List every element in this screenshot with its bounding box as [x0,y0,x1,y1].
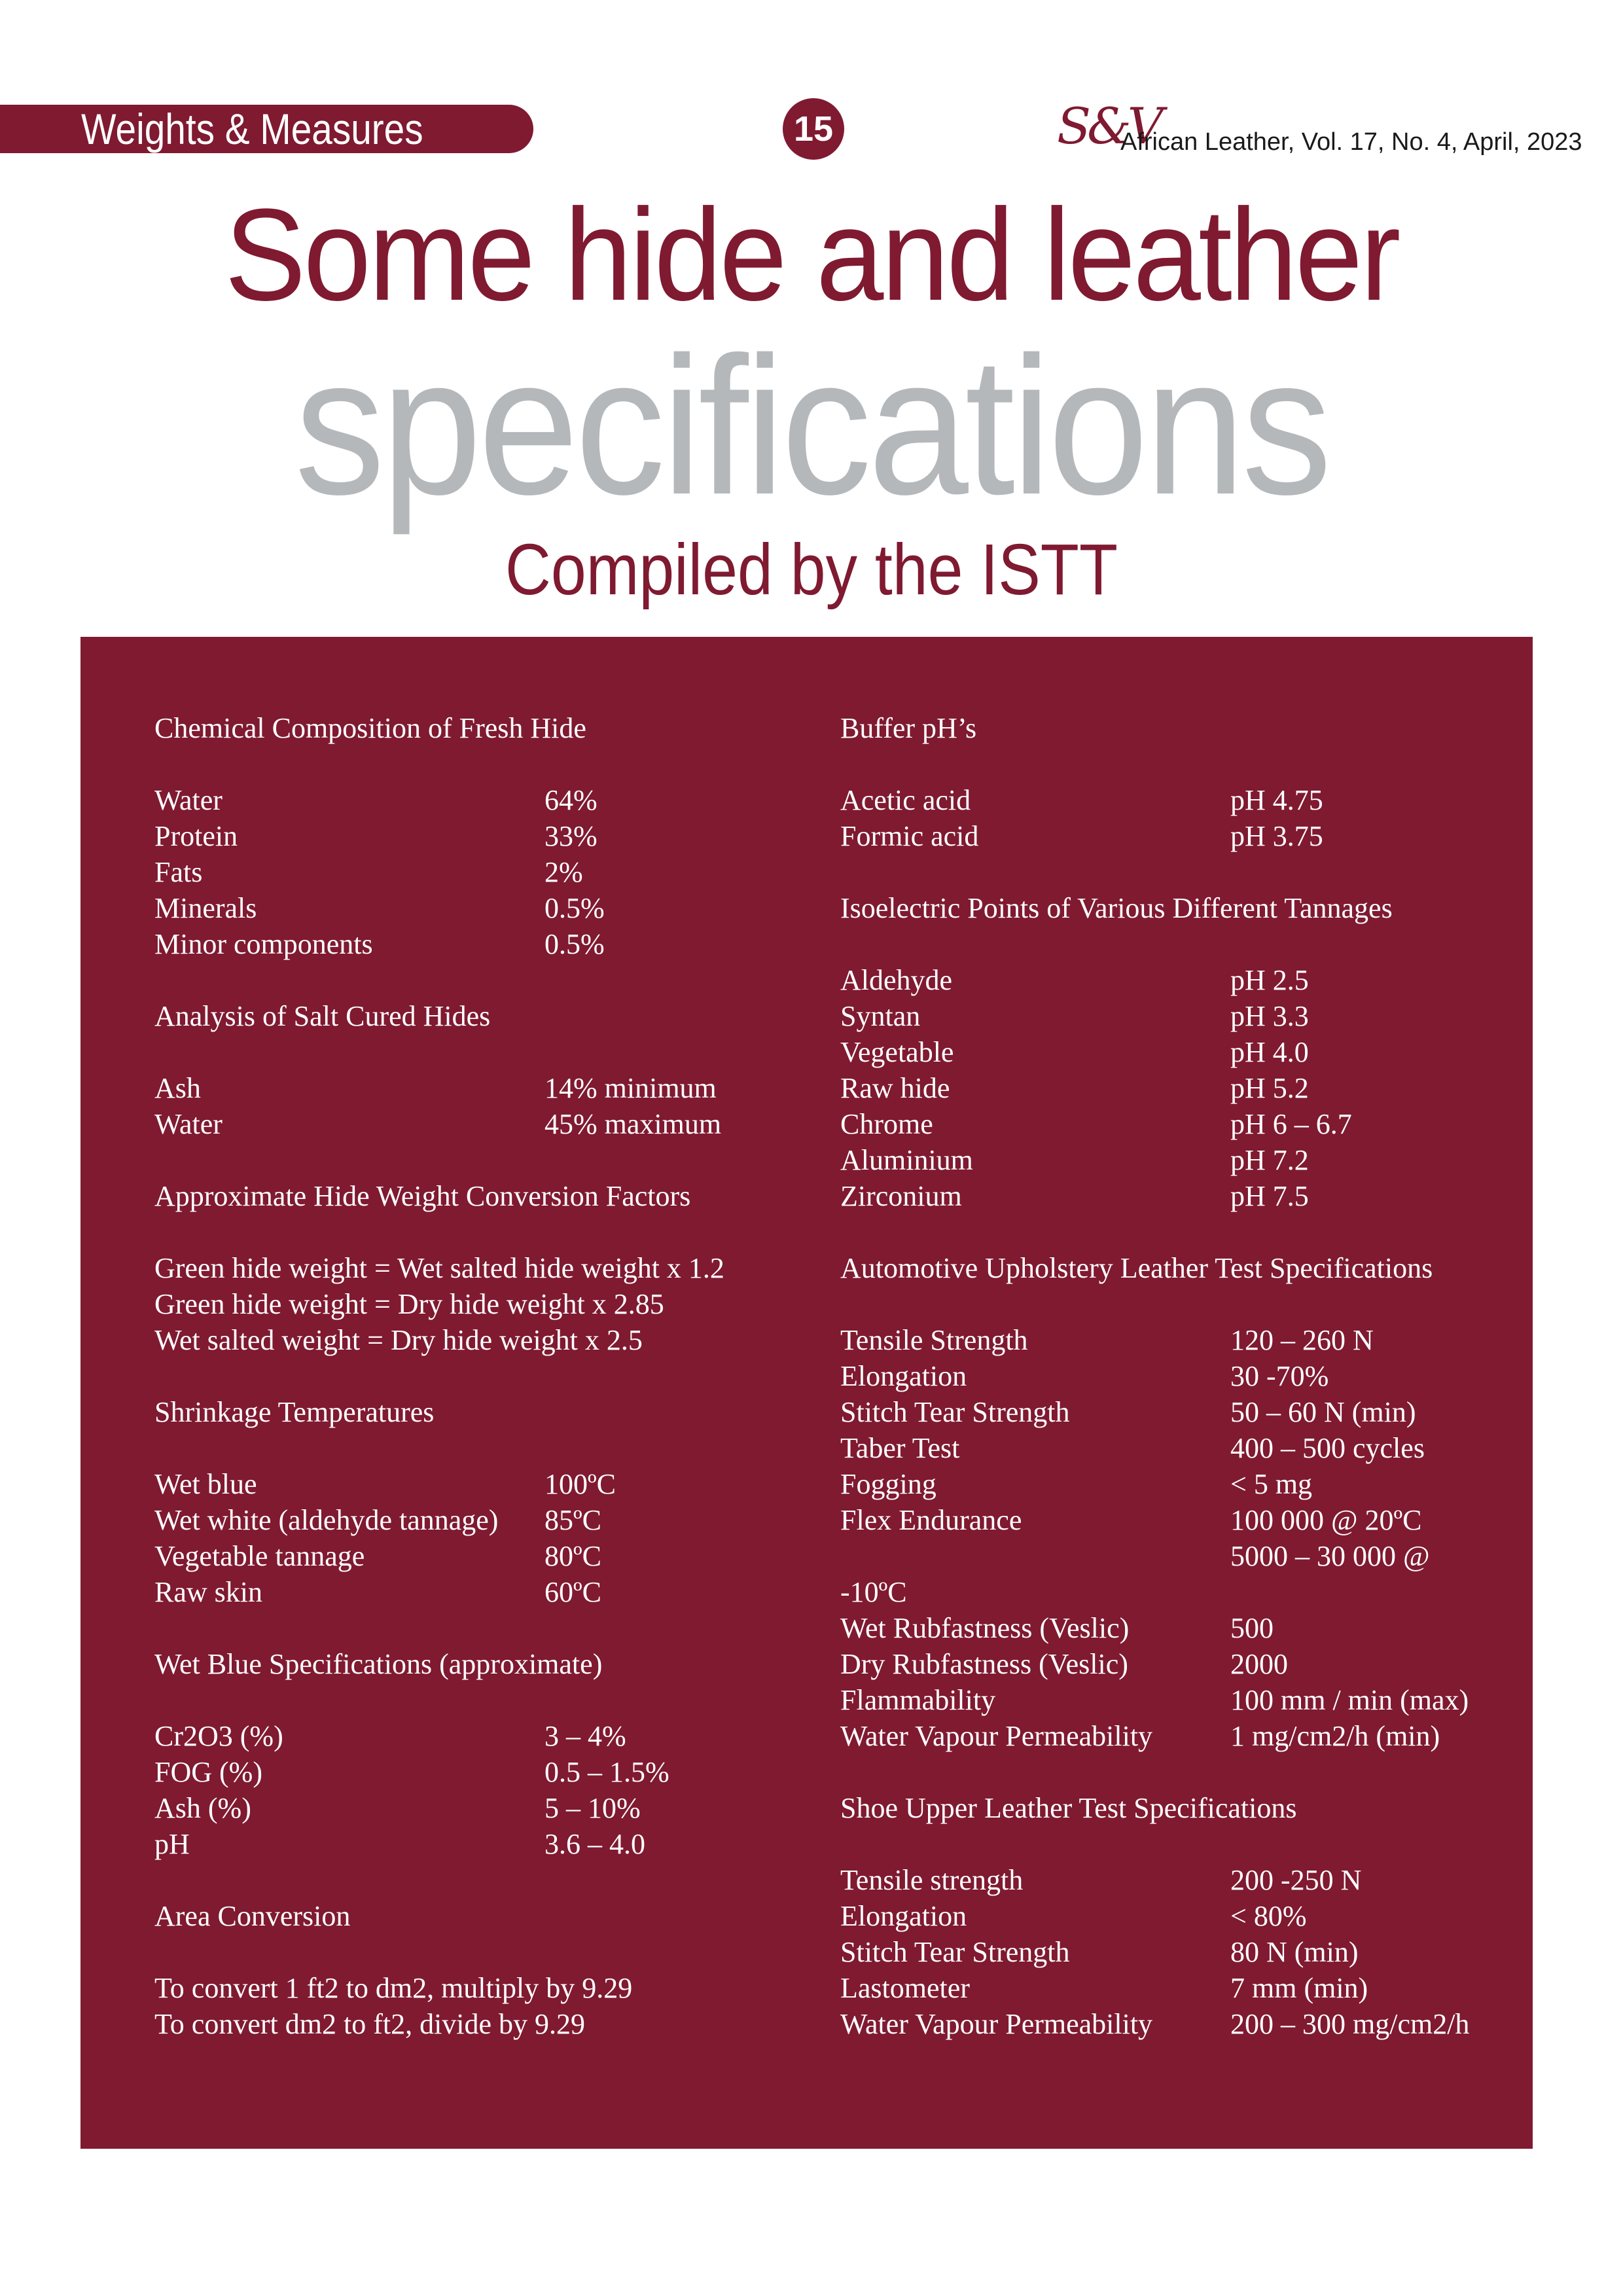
spec-label: Chrome [840,1108,933,1140]
section-heading: Wet Blue Specifications (approximate) [154,1648,603,1680]
spec-label: Tensile Strength [840,1324,1028,1356]
spec-row [840,1718,1508,1754]
spec-value: 200 – 300 mg/cm2/h [1230,2008,1470,2040]
spec-label: Syntan [840,1000,921,1032]
spec-row [840,1070,1508,1106]
spec-label: Lastometer [840,1972,970,2004]
spec-row [840,1646,1508,1682]
shrinkage-list [154,1466,809,1610]
spec-label: Aluminium [840,1144,973,1176]
spec-value: pH 4.75 [1230,784,1323,816]
spec-row [840,998,1508,1034]
conversion-line: To convert 1 ft2 to dm2, multiply by 9.29 [154,1972,633,2004]
spec-value: 64% [544,784,597,816]
buffer-list [840,782,1508,854]
spec-row [840,1394,1508,1430]
spec-value: 2% [544,856,583,888]
spec-row [154,926,809,962]
spec-value: pH 6 – 6.7 [1230,1108,1352,1140]
spec-value: pH 7.2 [1230,1144,1309,1176]
spec-value: 400 – 500 cycles [1230,1432,1425,1464]
section-heading: Chemical Composition of Fresh Hide [154,712,586,744]
spec-label: Water Vapour Permeability [840,2008,1153,2040]
spec-label: Elongation [840,1900,967,1932]
spec-label: Acetic acid [840,784,971,816]
page-subtitle: Compiled by the ISTT [505,529,1118,610]
spec-row [840,1898,1508,1934]
section-heading: Automotive Upholstery Leather Test Specifications [840,1252,1433,1284]
spec-row [840,1538,1508,1574]
spec-value: < 5 mg [1230,1468,1313,1500]
section-heading: Shoe Upper Leather Test Specifications [840,1792,1297,1824]
page-number: 15 [783,98,844,160]
spec-row [840,1502,1508,1538]
isoelectric-list [840,962,1508,1214]
page-title-highlight: specifications [294,315,1329,535]
spec-value: 60ºC [544,1576,601,1608]
spec-label: Wet white (aldehyde tannage) [154,1504,499,1536]
spec-label: pH [154,1828,190,1860]
spec-row [840,1178,1508,1214]
spec-value: 100 000 @ 20ºC [1230,1504,1422,1536]
spec-label: Raw hide [840,1072,950,1104]
left-column [154,710,809,2042]
section-heading: Buffer pH’s [840,712,977,744]
spec-row [154,1790,809,1826]
section-heading: Analysis of Salt Cured Hides [154,1000,491,1032]
spec-label: Dry Rubfastness (Veslic) [840,1648,1128,1680]
spec-row [154,1070,809,1106]
spec-label: Vegetable [840,1036,954,1068]
spec-value: 14% minimum [544,1072,717,1104]
shoe-upper-list [840,1862,1508,2042]
conversion-line: To convert dm2 to ft2, divide by 9.29 [154,2008,586,2040]
spec-value: 85ºC [544,1504,601,1536]
spec-label: Vegetable tannage [154,1540,365,1572]
spec-value: 5 – 10% [544,1792,641,1824]
page-title: Some hide and leather [224,182,1399,328]
spec-row [840,1034,1508,1070]
spec-row [154,1502,809,1538]
spec-row [840,2006,1508,2042]
spec-value: 500 [1230,1612,1274,1644]
conversion-line: Green hide weight = Wet salted hide weight x 1.2 [154,1252,724,1284]
spec-label: Fogging [840,1468,936,1500]
spec-value: 100 mm / min (max) [1230,1684,1469,1716]
spec-value: 30 -70% [1230,1360,1329,1392]
spec-row [154,1106,809,1142]
spec-row [154,818,809,854]
spec-label: Stitch Tear Strength [840,1396,1070,1428]
spec-row [154,1538,809,1574]
spec-value: 80 N (min) [1230,1936,1359,1968]
spec-label: Tensile strength [840,1864,1024,1896]
spec-value: 7 mm (min) [1230,1972,1368,2004]
spec-value: pH 3.3 [1230,1000,1309,1032]
spec-row [840,1142,1508,1178]
spec-value: 33% [544,820,597,852]
section-tab [0,105,533,153]
section-label: Weights & Measures [81,105,423,153]
right-column [840,710,1508,2042]
spec-label: Aldehyde [840,964,953,996]
spec-value: 2000 [1230,1648,1288,1680]
spec-row [840,1574,1508,1610]
spec-row [840,1934,1508,1970]
spec-value: 100ºC [544,1468,616,1500]
spec-row [840,1610,1508,1646]
spec-value: 0.5 – 1.5% [544,1756,669,1788]
spec-value: 1 mg/cm2/h (min) [1230,1720,1440,1752]
chem-list [154,782,809,962]
spec-label: Raw skin [154,1576,262,1608]
spec-value: 5000 – 30 000 @ [1230,1540,1430,1572]
spec-value: pH 2.5 [1230,964,1309,996]
spec-row [840,1358,1508,1394]
spec-value: 50 – 60 N (min) [1230,1396,1416,1428]
wet-blue-list [154,1718,809,1862]
conversion-line: Green hide weight = Dry hide weight x 2.85 [154,1288,664,1320]
section-heading: Approximate Hide Weight Conversion Factors [154,1180,691,1212]
spec-label: Elongation [840,1360,967,1392]
section-heading: Area Conversion [154,1900,351,1932]
spec-value: 45% maximum [544,1108,722,1140]
spec-label: Wet Rubfastness (Veslic) [840,1612,1130,1644]
spec-value: 0.5% [544,892,605,924]
spec-value: pH 4.0 [1230,1036,1309,1068]
spec-value: 3 – 4% [544,1720,626,1752]
spec-label: Water [154,784,223,816]
spec-label: Flammability [840,1684,996,1716]
spec-label: Flex Endurance [840,1504,1022,1536]
spec-label: Wet blue [154,1468,257,1500]
conversion-list [154,1250,809,1358]
salt-list [154,1070,809,1142]
spec-row [840,1970,1508,2006]
spec-value: < 80% [1230,1900,1307,1932]
specifications-panel [80,637,1533,2149]
spec-value: 3.6 – 4.0 [544,1828,645,1860]
spec-row [154,854,809,890]
spec-row [840,1106,1508,1142]
section-heading: Shrinkage Temperatures [154,1396,435,1428]
spec-value: 200 -250 N [1230,1864,1362,1896]
spec-row [840,818,1508,854]
spec-row [840,962,1508,998]
spec-label: Minerals [154,892,257,924]
spec-label: Fats [154,856,203,888]
spec-label: Cr2O3 (%) [154,1720,283,1752]
spec-label: Ash [154,1072,201,1104]
spec-label: Zirconium [840,1180,962,1212]
spec-label: Water [154,1108,223,1140]
spec-row [154,1718,809,1754]
spec-row [840,1466,1508,1502]
spec-row [840,1322,1508,1358]
spec-label: Ash (%) [154,1792,251,1824]
spec-row [154,1466,809,1502]
spec-row [154,1754,809,1790]
spec-value: 120 – 260 N [1230,1324,1374,1356]
spec-label: FOG (%) [154,1756,262,1788]
spec-label: -10ºC [840,1576,907,1608]
conversion-line: Wet salted weight = Dry hide weight x 2.5 [154,1324,643,1356]
automotive-list [840,1322,1508,1754]
spec-row [840,782,1508,818]
spec-value: pH 5.2 [1230,1072,1309,1104]
publisher-logo: S&V [1057,97,1160,155]
area-list [154,1970,809,2042]
spec-row [154,782,809,818]
spec-label: Water Vapour Permeability [840,1720,1153,1752]
spec-label: Protein [154,820,238,852]
spec-label: Minor components [154,928,373,960]
spec-row [840,1430,1508,1466]
spec-label: Formic acid [840,820,979,852]
spec-row [154,1574,809,1610]
spec-value: 0.5% [544,928,605,960]
section-heading: Isoelectric Points of Various Different Tannages [840,892,1393,924]
spec-row [154,1826,809,1862]
spec-label: Stitch Tear Strength [840,1936,1070,1968]
spec-value: 80ºC [544,1540,601,1572]
spec-label: Taber Test [840,1432,960,1464]
issue-info: African Leather, Vol. 17, No. 4, April, 2023 [1120,128,1582,156]
spec-value: pH 3.75 [1230,820,1323,852]
spec-row [154,890,809,926]
spec-row [840,1862,1508,1898]
spec-value: pH 7.5 [1230,1180,1309,1212]
spec-row [840,1682,1508,1718]
